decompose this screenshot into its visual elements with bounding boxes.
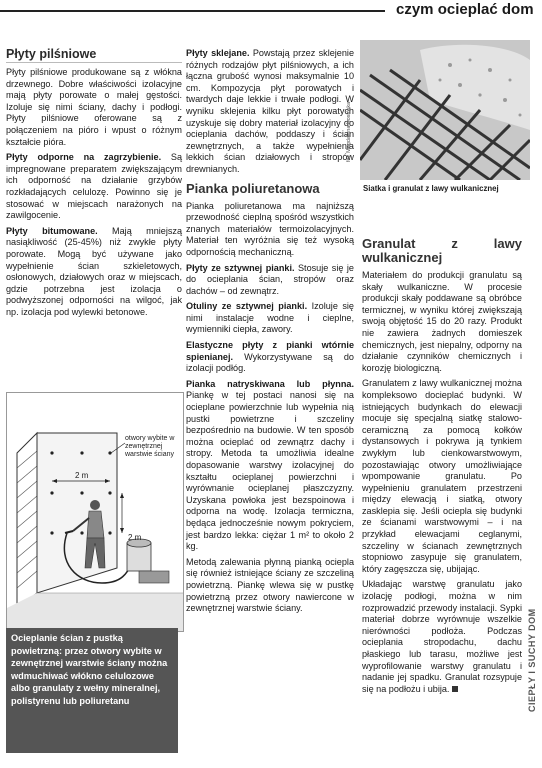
paragraph: Płyty pilśniowe produkowane są z włókna drzewnego. Dobre właściwości izolacyjne mają płyty porowate o małej gęstości. Izoluje się nimi ściany, dachy i podłogi. Płyty pilśniowe oferowane są z połączeniem na pióro i wpust o różnym kształcie pióra. (6, 67, 182, 147)
paragraph: Materiałem do produkcji granulatu są skały wulkaniczne. W procesie produkcji skały poddawane są obróbce termicznej, w wyniku której zwiększają swoją objętość 15 do 20 razy. Produkt nie zawiera żadnych domieszek chemicznych, jest niepalny, odporny na działanie czynników chemicznych i korozję biologiczną. (362, 270, 522, 373)
subheading: Płyty odporne na zagrzybienie. (6, 152, 162, 163)
column-2 (186, 48, 354, 619)
subheading: Płyty sklejane. (186, 48, 250, 58)
paragraph: Płyty bitumowane. Mają mniejszą nasiąkliwość (25-45%) niż zwykłe płyty porowate. Mogą być używane jako wypełnienie ścian szkieletowych, osłonowych, działowych oraz w miejscach, gdzie potrzebna jest izolacja o podwyższonej odporności na wilgoć, jak np. izolacja pod wylewki betonowe. (6, 225, 182, 317)
dimension-vertical: 2 m (128, 533, 142, 542)
heading-pianka-poliuretanowa: Pianka poliuretanowa (186, 180, 320, 196)
paragraph: Płyty ze sztywnej pianki. Stosuje się je do ocieplania ścian, stropów oraz dachów – od zewnątrz. (186, 262, 354, 296)
section-side-tab: CIEPŁY I SUCHY DOM (527, 608, 537, 712)
heading-granulat: Granulat z lawy wulkanicznej (362, 236, 522, 265)
paragraph: Otuliny ze sztywnej pianki. Izoluje się nimi instalacje wodne i cieplne, wymienniki ciepła, zawory. (186, 301, 354, 335)
header-rule (0, 10, 385, 12)
granulate-mesh-image (360, 40, 530, 180)
paragraph: Pianka poliuretanowa ma najniższą przewodność cieplną spośród wszystkich znanych materiałów termoizolacyjnych. Materiał ten wyróżnia się też wysoką odpornością mechaniczną. (186, 200, 354, 257)
subheading: Płyty ze sztywnej pianki. (186, 262, 295, 273)
paragraph: Metodą zalewania płynną pianką ociepla się również istniejące ściany ze szczeliną powietrzną. Piankę wlewa się w pustkę powietrzną przez otwory nawiercone w zewnętrznej warstwie ściany. (186, 556, 354, 614)
subheading: Otuliny ze sztywnej pianki. (186, 301, 308, 312)
column-1 (6, 48, 182, 322)
paragraph: Elastyczne płyty z pianki wtórnie spienianej. Wykorzystywane są do izolacji podłóg. (186, 340, 354, 374)
callout-label: otwory wybite w zewnętrznej warstwie ściany (125, 435, 175, 458)
subheading: Pianka natryskiwana lub płynna. (186, 378, 354, 389)
header-title: czym ocieplać dom (390, 0, 542, 20)
photo-caption: Siatka i granulat z lawy wulkanicznej (363, 184, 499, 193)
subheading: Płyty bitumowane. (6, 225, 98, 236)
subheading: Elastyczne płyty z pianki wtórnie spienianej. (186, 340, 354, 362)
paragraph: Granulatem z lawy wulkanicznej można kompleksowo docieplać budynki. W istniejących budynkach do elewacji mocuje się specjalną siatkę stalowo-ceramiczną za pomocą kołków dystansowych i pokrywa ją tynkiem zwykłym lub cienkowarstwowym, pozostawiając otwory umożliwiające wpompowanie granulatu. Po wypełnieniu granulatem przestrzeni między elewacją i siatką, otwory zasklepia się. Jeśli ociepla się budynki ze ścianami warstwowymi – i na przykład elewacjami ceglanymi, szczeliny w ścianach zewnętrznych stopniowo zasypuje się granulatem, który zagęszcza się, ubijając. (362, 378, 522, 574)
paragraph: Pianka natryskiwana lub płynna. Piankę w tej postaci nanosi się na ocieplane powierzchnie lub wypełnia nią pustki powietrzne i szczeliny bezpośrednio na budowie. W ten sposób można ocieplać od zewnątrz dachy i stropy. Metoda ta umożliwia idealne dopasowanie warstwy izolacyjnej do kształtu ocieplanej powierzchni i wyrównanie ocieplanej płaszczyzny. Uzyskana powłoka jest bezspoinowa i odporna na wodę. Izolacja termiczna, będąca jednocześnie nowym pokryciem, jest bardzo lekka: ciężar 1 m² to około 2 kg. (186, 378, 354, 552)
dimension-horizontal: 2 m (75, 471, 89, 480)
photo-credit: fot. Magdalena Kosińska (346, 101, 352, 162)
wall-insulation-illustration (6, 392, 184, 632)
paragraph: Płyty sklejane. Powstają przez sklejenie różnych rodzajów płyt pilśniowych, a ich łączna grubość wynosi maksymalnie 10 cm. Kompozycja płyt porowatych i twardych daje lekkie i trwałe podłogi. W wyniku sklejenia kilku płyt porowatych uzyskuje się dobry materiał izolacyjny do ocieplania dachów, poddaszy i ścian zewnętrznych, a także wypełnienia lekkich ścian działowych i stropów drewnianych. (186, 48, 355, 174)
illustration-caption: Ocieplanie ścian z pustką powietrzną: przez otwory wybite w zewnętrznej warstwie ściany można wdmuchiwać włókno celulozowe albo granulaty z wełny mineralnej, polistyrenu lub poliuretanu (6, 628, 178, 753)
end-of-article-icon (452, 686, 458, 692)
product-photo (360, 40, 530, 180)
illustration-drawing (7, 393, 183, 631)
paragraph: Układając warstwę granulatu jako izolację podłogi, można w nim rozprowadzić przewody instalacji. Sypki materiał dobrze wyrównuje wszelkie nierówności podłoża. Podczas ocieplania stropodachu, dachu płaskiego lub tarasu, możliwe jest wyprofilowanie warstwy granulatu i nadanie jej spadku. Granulat rozsypuje się na podłożu i ubija. (362, 579, 522, 694)
paragraph: Płyty odporne na zagrzybienie. Są impregnowane preparatem zwiększającym ich odporność na działanie grzybów rozkładających celulozę. Powinno się je stosować w miejscach narażonych na zawilgocenie. (6, 152, 182, 221)
column-3 (362, 237, 522, 699)
page-header (0, 0, 542, 20)
heading-plyty-pilsniowe: Płyty pilśniowe (6, 48, 182, 63)
